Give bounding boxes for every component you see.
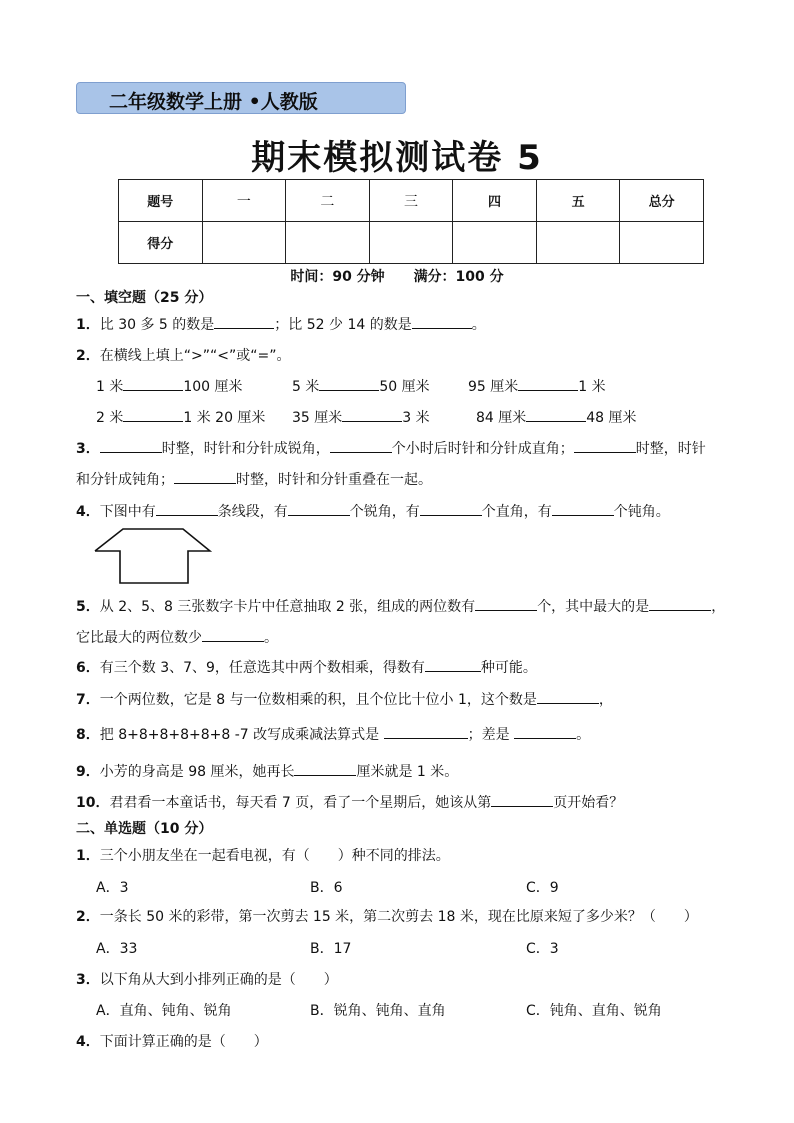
question-10	[76, 792, 623, 812]
question-text: 君君看一本童话书，每天看 7 页，看了一个星期后，她该从第	[109, 795, 492, 811]
section-fill-blank-heading: 一、填空题（25 分）	[76, 290, 213, 306]
question-text: 厘米就是 1 米。	[356, 764, 459, 780]
compare-blank[interactable]	[123, 376, 183, 391]
question-text: 。	[264, 630, 278, 646]
question-number: 5．	[76, 599, 100, 615]
answer-blank[interactable]	[537, 689, 599, 704]
question-text: 有三个数 3、7、9，任意选其中两个数相乘，得数有	[99, 660, 425, 676]
compare-blank[interactable]	[526, 407, 586, 422]
question-text: 从 2、5、8 三张数字卡片中任意抽取 2 张，组成的两位数有	[99, 599, 476, 615]
question-number: 2．	[76, 909, 100, 925]
score-input-cell[interactable]	[286, 222, 370, 264]
mc-question-4	[76, 1031, 268, 1051]
question-text: ；比 52 少 14 的数是	[274, 317, 412, 333]
question-text: 把 8+8+8+8+8+8 -7 改写成乘减法算式是	[99, 727, 380, 743]
score-cell: 二	[286, 180, 370, 222]
score-table	[118, 179, 704, 264]
question-text: 时整，时针和分针成锐角，	[161, 441, 330, 457]
answer-blank[interactable]	[214, 314, 274, 329]
question-text: 下面计算正确的是（ ）	[99, 1034, 268, 1050]
page-title: 期末模拟测试卷 5	[251, 138, 543, 178]
question-number: 4．	[76, 504, 100, 520]
mc-option-a[interactable]: A．33	[96, 941, 138, 957]
score-input-cell[interactable]	[453, 222, 537, 264]
grade-banner	[76, 82, 406, 114]
answer-blank[interactable]	[514, 724, 576, 739]
answer-blank[interactable]	[574, 438, 636, 453]
compare-left: 5 米	[292, 379, 320, 395]
question-6	[76, 657, 537, 677]
compare-left: 95 厘米	[468, 379, 519, 395]
question-5	[76, 596, 725, 616]
score-table-header-row	[119, 180, 704, 222]
score-cell: 四	[453, 180, 537, 222]
question-number: 3．	[76, 441, 100, 457]
question-text: 。	[471, 317, 486, 333]
mc-option-b[interactable]: B．锐角、钝角、直角	[310, 1003, 446, 1019]
compare-row-2	[476, 407, 637, 427]
answer-blank[interactable]	[475, 596, 537, 611]
mc-option-c[interactable]: C．9	[526, 880, 559, 896]
compare-right: 48 厘米	[586, 410, 637, 426]
house-outline	[95, 529, 210, 583]
compare-left: 1 米	[96, 379, 124, 395]
answer-blank[interactable]	[491, 792, 553, 807]
question-text: ，	[598, 692, 613, 708]
answer-blank[interactable]	[100, 438, 162, 453]
banner-text: 二年级数学上册 •人教版	[109, 91, 318, 113]
answer-blank[interactable]	[412, 314, 472, 329]
question-text: 个直角，有	[481, 504, 552, 520]
mc-option-c[interactable]: C．3	[526, 941, 559, 957]
answer-blank[interactable]	[330, 438, 392, 453]
question-text: 它比最大的两位数少	[76, 630, 202, 646]
question-number: 8．	[76, 727, 100, 743]
score-cell: 五	[536, 180, 620, 222]
question-3	[76, 438, 706, 458]
question-3-cont	[76, 469, 432, 489]
question-8	[76, 724, 590, 744]
question-text: ，	[711, 599, 726, 615]
question-number: 10．	[76, 795, 110, 811]
section-single-choice-heading: 二、单选题（10 分）	[76, 821, 213, 837]
compare-row-1	[96, 376, 243, 396]
question-text: 种可能。	[480, 660, 537, 676]
mc-option-c[interactable]: C．钝角、直角、锐角	[526, 1003, 662, 1019]
question-9	[76, 761, 458, 781]
mc-option-a[interactable]: A．3	[96, 880, 129, 896]
question-text: ；差是	[467, 727, 510, 743]
question-text: 。	[576, 727, 591, 743]
compare-left: 2 米	[96, 410, 124, 426]
score-cell: 题号	[119, 180, 203, 222]
question-2	[76, 345, 290, 365]
mc-option-a[interactable]: A．直角、钝角、锐角	[96, 1003, 232, 1019]
compare-row-1	[468, 376, 606, 396]
mc-question-2	[76, 906, 698, 926]
answer-blank[interactable]	[202, 627, 264, 642]
compare-blank[interactable]	[123, 407, 183, 422]
compare-right: 50 厘米	[379, 379, 430, 395]
question-text: 个锐角，有	[349, 504, 420, 520]
answer-blank[interactable]	[649, 596, 711, 611]
question-number: 1．	[76, 848, 100, 864]
question-text: 比 30 多 5 的数是	[99, 317, 215, 333]
mc-question-3	[76, 969, 338, 989]
question-5-cont	[76, 627, 278, 647]
compare-right: 1 米	[578, 379, 606, 395]
question-text: 个小时后时针和分针成直角；	[391, 441, 574, 457]
time-limit: 时间：90 分钟	[290, 269, 385, 285]
compare-row-1	[292, 376, 430, 396]
question-text: 时整，时针	[635, 441, 706, 457]
full-score: 满分：100 分	[413, 269, 504, 285]
answer-blank[interactable]	[420, 501, 482, 516]
compare-blank[interactable]	[319, 376, 379, 391]
question-number: 2．	[76, 348, 100, 364]
compare-left: 35 厘米	[292, 410, 343, 426]
score-table-score-row	[119, 222, 704, 264]
score-input-cell[interactable]	[202, 222, 286, 264]
compare-right: 3 米	[402, 410, 430, 426]
compare-blank[interactable]	[342, 407, 402, 422]
answer-blank[interactable]	[384, 724, 468, 739]
compare-right: 1 米 20 厘米	[183, 410, 266, 426]
compare-row-2	[96, 407, 265, 427]
question-text: 以下角从大到小排列正确的是（ ）	[99, 972, 338, 988]
time-info	[0, 266, 794, 286]
question-text: 条线段，有	[217, 504, 288, 520]
question-number: 9．	[76, 764, 100, 780]
answer-blank[interactable]	[174, 469, 236, 484]
compare-row-2	[292, 407, 430, 427]
answer-blank[interactable]	[288, 501, 350, 516]
mc-question-1	[76, 845, 450, 865]
question-1	[76, 314, 486, 334]
question-text: 时整，时针和分针重叠在一起。	[236, 472, 432, 488]
score-input-cell[interactable]	[536, 222, 620, 264]
compare-left: 84 厘米	[476, 410, 527, 426]
question-text: 个，其中最大的是	[537, 599, 650, 615]
question-number: 7．	[76, 692, 100, 708]
question-text: 三个小朋友坐在一起看电视，有（ ）种不同的排法。	[99, 848, 450, 864]
mc-option-b[interactable]: B．6	[310, 880, 343, 896]
answer-blank[interactable]	[552, 501, 614, 516]
answer-blank[interactable]	[425, 657, 481, 672]
score-label-cell: 得分	[119, 222, 203, 264]
score-input-cell[interactable]	[620, 222, 704, 264]
question-text: 一个两位数，它是 8 与一位数相乘的积，且个位比十位小 1，这个数是	[99, 692, 537, 708]
question-text: 页开始看？	[553, 795, 624, 811]
question-text: 个钝角。	[613, 504, 670, 520]
question-number: 4．	[76, 1034, 100, 1050]
house-shape-figure	[94, 527, 212, 585]
question-number: 6．	[76, 660, 100, 676]
score-input-cell[interactable]	[369, 222, 453, 264]
question-text: 小芳的身高是 98 厘米，她再长	[99, 764, 295, 780]
compare-blank[interactable]	[518, 376, 578, 391]
question-number: 1．	[76, 317, 100, 333]
compare-right: 100 厘米	[183, 379, 243, 395]
score-cell: 总分	[620, 180, 704, 222]
question-text: 在横线上填上“>”“<”或“=”。	[99, 348, 291, 364]
question-text: 一条长 50 米的彩带，第一次剪去 15 米，第二次剪去 18 米，现在比原来短了多少米？（ ）	[99, 909, 698, 925]
question-7	[76, 689, 613, 709]
question-text: 和分针成钝角；	[76, 472, 174, 488]
question-number: 3．	[76, 972, 100, 988]
question-text: 下图中有	[99, 504, 156, 520]
score-cell: 三	[369, 180, 453, 222]
answer-blank[interactable]	[156, 501, 218, 516]
answer-blank[interactable]	[294, 761, 356, 776]
mc-option-b[interactable]: B．17	[310, 941, 352, 957]
score-cell: 一	[202, 180, 286, 222]
question-4	[76, 501, 670, 521]
